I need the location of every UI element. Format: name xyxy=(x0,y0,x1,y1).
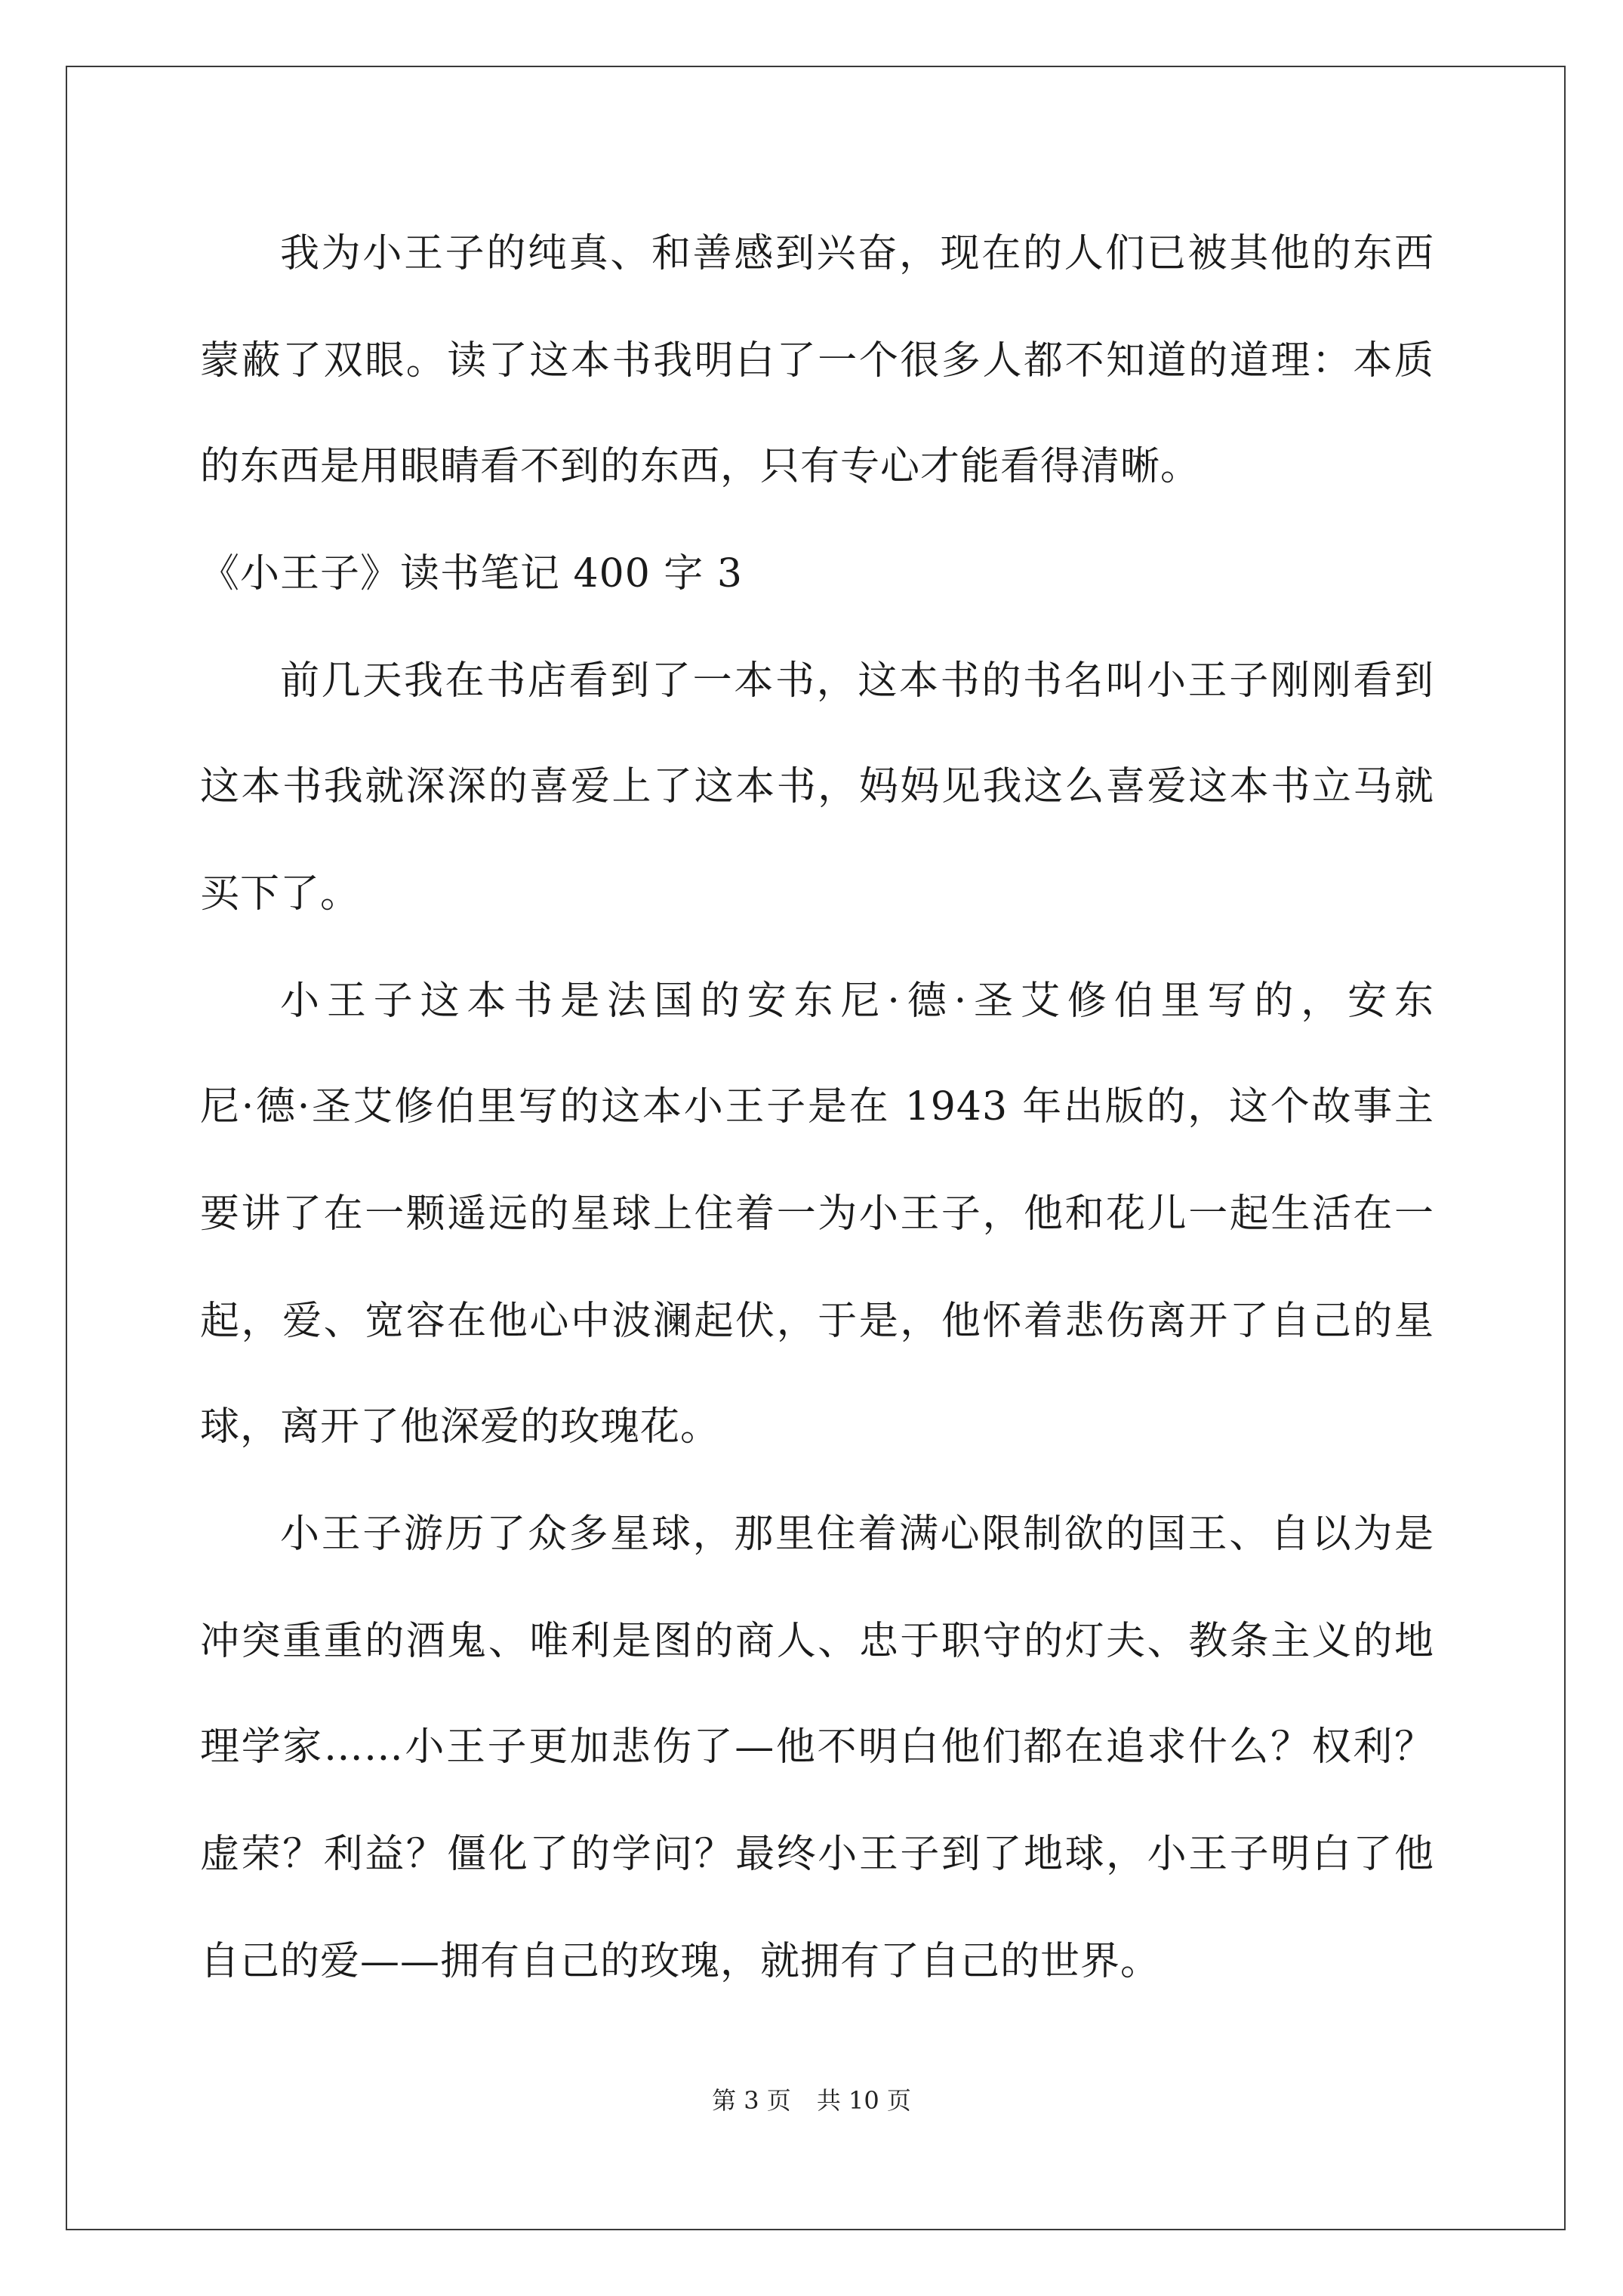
section-heading: 《小王子》读书笔记 400 字 3 xyxy=(200,551,743,596)
paragraph-2-line-1: 前几天我在书店看到了一本书，这本书的书名叫小王子刚刚看到 xyxy=(280,658,1434,704)
paragraph-4-line-1: 小王子游历了众多星球，那里住着满心限制欲的国王、自以为是 xyxy=(280,1512,1434,1557)
paragraph-3-line-4: 起，爱、宽容在他心中波澜起伏，于是，他怀着悲伤离开了自己的星 xyxy=(200,1299,1434,1344)
paragraph-3-line-3: 要讲了在一颗遥远的星球上住着一为小王子，他和花儿一起生活在一 xyxy=(200,1191,1434,1237)
paragraph-4-line-2: 冲突重重的酒鬼、唯利是图的商人、忠于职守的灯夫、教条主义的地 xyxy=(200,1619,1434,1664)
paragraph-3-line-2: 尼·德·圣艾修伯里写的这本小王子是在 1943 年出版的，这个故事主 xyxy=(200,1084,1434,1130)
page-number-total: 共 10 页 xyxy=(816,2086,911,2115)
page-footer xyxy=(0,2084,1623,2117)
paragraph-1-line-1: 我为小王子的纯真、和善感到兴奋，现在的人们已被其他的东西 xyxy=(280,231,1434,276)
paragraph-2-line-3: 买下了。 xyxy=(200,871,361,917)
paragraph-3-line-1: 小王子这本书是法国的安东尼·德·圣艾修伯里写的，安东 xyxy=(280,978,1434,1024)
paragraph-1-line-3: 的东西是用眼睛看不到的东西，只有专心才能看得清晰。 xyxy=(200,444,1201,489)
paragraph-1-line-2: 蒙蔽了双眼。读了这本书我明白了一个很多人都不知道的道理：本质 xyxy=(200,338,1434,384)
paragraph-4-line-5: 自己的爱——拥有自己的玫瑰，就拥有了自己的世界。 xyxy=(200,1939,1161,1984)
paragraph-4-line-3: 理学家……小王子更加悲伤了—他不明白他们都在追求什么？权利？ xyxy=(200,1724,1434,1770)
paragraph-3-line-5: 球，离开了他深爱的玫瑰花。 xyxy=(200,1404,721,1450)
page-number-current: 第 3 页 xyxy=(712,2086,791,2115)
paragraph-2-line-2: 这本书我就深深的喜爱上了这本书，妈妈见我这么喜爱这本书立马就 xyxy=(200,764,1434,809)
paragraph-4-line-4: 虚荣？利益？僵化了的学问？最终小王子到了地球，小王子明白了他 xyxy=(200,1832,1434,1877)
